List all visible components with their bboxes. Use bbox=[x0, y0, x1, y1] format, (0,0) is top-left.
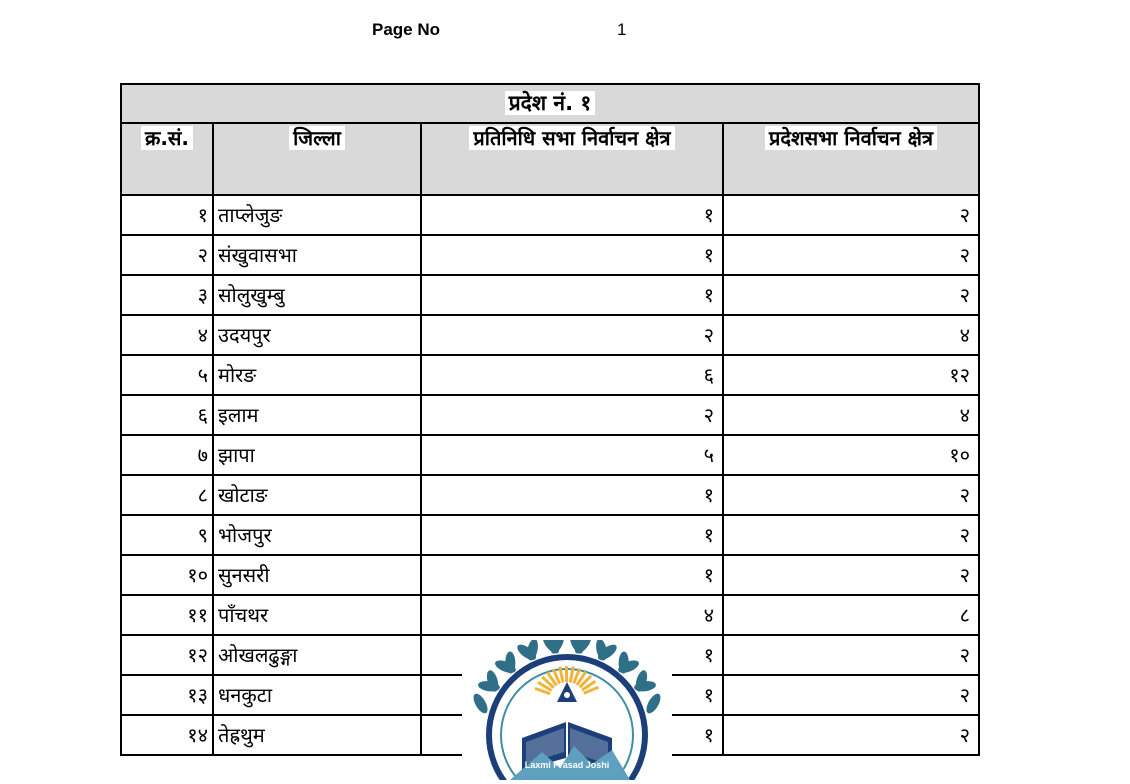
table-row bbox=[121, 595, 979, 635]
serial-cell: १२ bbox=[121, 635, 213, 675]
district-cell: ओखलढुङ्गा bbox=[213, 635, 421, 675]
house-of-reps-cell: १ bbox=[421, 235, 723, 275]
provincial-assembly-cell: २ bbox=[723, 475, 979, 515]
table-row bbox=[121, 475, 979, 515]
provincial-assembly-cell: २ bbox=[723, 195, 979, 235]
provincial-assembly-cell: २ bbox=[723, 635, 979, 675]
serial-cell: १३ bbox=[121, 675, 213, 715]
provincial-assembly-cell: ४ bbox=[723, 395, 979, 435]
provincial-assembly-cell: २ bbox=[723, 275, 979, 315]
district-cell: सुनसरी bbox=[213, 555, 421, 595]
table-title: प्रदेश नं. १ bbox=[505, 91, 596, 115]
house-of-reps-cell: १ bbox=[421, 195, 723, 235]
table-row bbox=[121, 555, 979, 595]
district-cell: तेह्रथुम bbox=[213, 715, 421, 755]
house-of-reps-cell: २ bbox=[421, 315, 723, 355]
district-cell: उदयपुर bbox=[213, 315, 421, 355]
page-number-label: Page No bbox=[372, 20, 440, 40]
house-of-reps-cell: १ bbox=[421, 635, 723, 675]
provincial-assembly-cell: १२ bbox=[723, 355, 979, 395]
district-cell: भोजपुर bbox=[213, 515, 421, 555]
district-cell: धनकुटा bbox=[213, 675, 421, 715]
serial-cell: ३ bbox=[121, 275, 213, 315]
provincial-assembly-cell: २ bbox=[723, 715, 979, 755]
page-number-value: 1 bbox=[617, 20, 626, 40]
house-of-reps-cell: १ bbox=[421, 475, 723, 515]
district-cell: पाँचथर bbox=[213, 595, 421, 635]
header-provincial-assembly-constituency: प्रदेशसभा निर्वाचन क्षेत्र bbox=[765, 126, 937, 150]
house-of-reps-cell: १ bbox=[421, 675, 723, 715]
district-cell: मोरङ bbox=[213, 355, 421, 395]
serial-cell: ४ bbox=[121, 315, 213, 355]
serial-cell: १४ bbox=[121, 715, 213, 755]
house-of-reps-cell: ४ bbox=[421, 595, 723, 635]
table-row bbox=[121, 355, 979, 395]
provincial-assembly-cell: २ bbox=[723, 555, 979, 595]
provincial-assembly-cell: २ bbox=[723, 515, 979, 555]
table-row bbox=[121, 515, 979, 555]
district-cell: खोटाङ bbox=[213, 475, 421, 515]
header-serial: क्र.सं. bbox=[141, 126, 193, 150]
house-of-reps-cell: २ bbox=[421, 395, 723, 435]
district-cell: सोलुखुम्बु bbox=[213, 275, 421, 315]
house-of-reps-cell: ५ bbox=[421, 435, 723, 475]
provincial-assembly-cell: ४ bbox=[723, 315, 979, 355]
district-cell: इलाम bbox=[213, 395, 421, 435]
table-header-row bbox=[121, 123, 979, 195]
logo-emblem-icon bbox=[462, 640, 672, 780]
table-row bbox=[121, 195, 979, 235]
table-row bbox=[121, 275, 979, 315]
provincial-assembly-cell: १० bbox=[723, 435, 979, 475]
serial-cell: ५ bbox=[121, 355, 213, 395]
serial-cell: ८ bbox=[121, 475, 213, 515]
serial-cell: ७ bbox=[121, 435, 213, 475]
table-row bbox=[121, 235, 979, 275]
house-of-reps-cell: १ bbox=[421, 715, 723, 755]
house-of-reps-cell: १ bbox=[421, 555, 723, 595]
serial-cell: ११ bbox=[121, 595, 213, 635]
district-cell: संखुवासभा bbox=[213, 235, 421, 275]
district-cell: ताप्लेजुङ bbox=[213, 195, 421, 235]
serial-cell: १० bbox=[121, 555, 213, 595]
logo-name: Laxmi Prasad Joshi bbox=[462, 760, 672, 770]
watermark-logo bbox=[462, 640, 672, 780]
table-row bbox=[121, 395, 979, 435]
provincial-assembly-cell: ८ bbox=[723, 595, 979, 635]
table-title-row bbox=[121, 84, 979, 123]
provincial-assembly-cell: २ bbox=[723, 675, 979, 715]
house-of-reps-cell: १ bbox=[421, 515, 723, 555]
serial-cell: ९ bbox=[121, 515, 213, 555]
table-row bbox=[121, 315, 979, 355]
provincial-assembly-cell: २ bbox=[723, 235, 979, 275]
table-row bbox=[121, 435, 979, 475]
header-house-of-reps-constituency: प्रतिनिधि सभा निर्वाचन क्षेत्र bbox=[469, 126, 674, 150]
district-cell: झापा bbox=[213, 435, 421, 475]
header-district: जिल्ला bbox=[289, 126, 345, 150]
serial-cell: ६ bbox=[121, 395, 213, 435]
house-of-reps-cell: ६ bbox=[421, 355, 723, 395]
serial-cell: २ bbox=[121, 235, 213, 275]
house-of-reps-cell: १ bbox=[421, 275, 723, 315]
serial-cell: १ bbox=[121, 195, 213, 235]
